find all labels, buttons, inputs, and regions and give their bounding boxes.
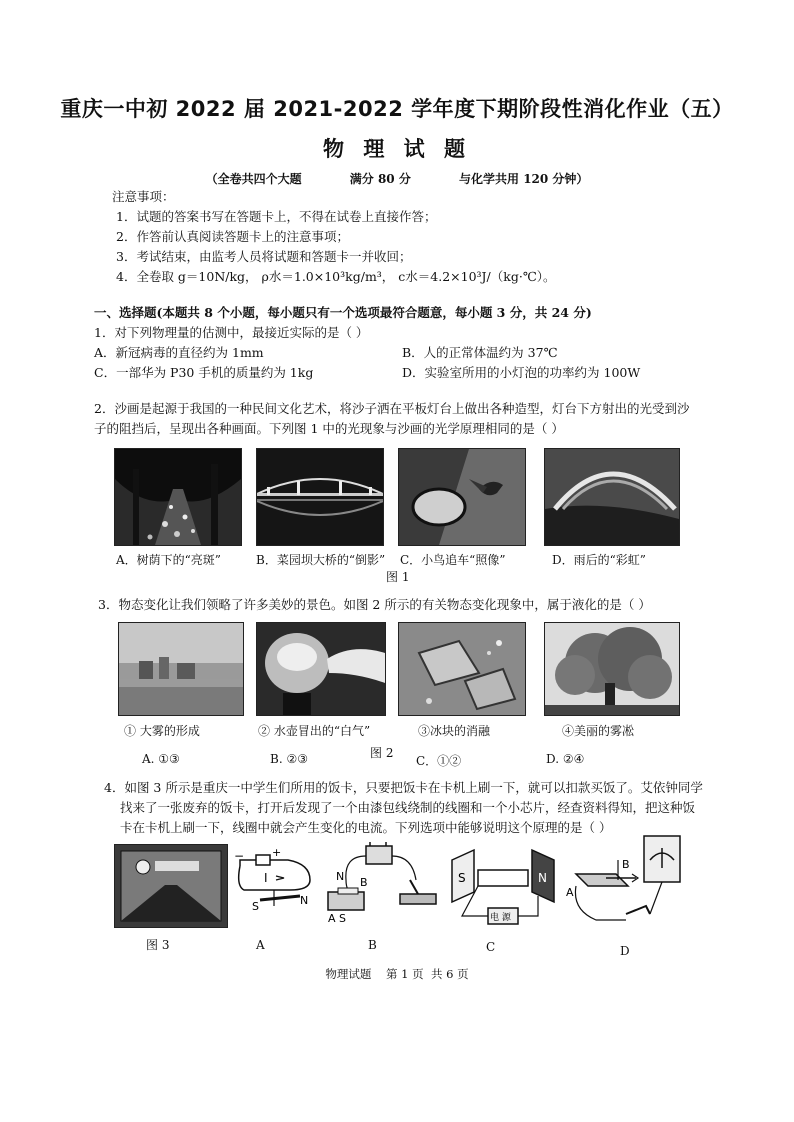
q2-caption-b: B．菜园坝大桥的“倒影” (256, 553, 386, 567)
q2-caption-a: A．树荫下的“亮斑” (116, 553, 221, 567)
q1-option-d: D．实验室所用的小灯泡的功率约为 100W (402, 365, 641, 380)
diagram-label-a: A (256, 938, 265, 952)
diagram-a-minus: − (234, 849, 245, 863)
photo-kettle-steam (256, 622, 386, 716)
diagram-c-s: S (458, 871, 466, 885)
meta-sections: （全卷共四个大题 (205, 172, 302, 186)
q2-stem-line1: 2．沙画是起源于我国的一种民间文化艺术，将沙子洒在平板灯台上做出各种造型，灯台下方射出的光受到沙 (94, 401, 690, 416)
q1-stem: 1．对下列物理量的估测中，最接近实际的是（ ） (94, 325, 369, 340)
q3-option-d: D. ②④ (546, 752, 585, 766)
note-item-3: 3．考试结束，由监考人员将试题和答题卡一并收回； (116, 249, 412, 264)
diagram-label-d: D (620, 944, 630, 958)
diagram-c-magnet (448, 846, 558, 932)
q1-option-a: A．新冠病毒的直径约为 1mm (94, 345, 264, 360)
photo-bridge-reflection (256, 448, 384, 546)
diagram-b-as: A S (328, 912, 347, 925)
q3-caption-1: ① 大雾的形成 (124, 724, 200, 738)
diagram-d-b: B (622, 858, 630, 871)
figure-1-label: 图 1 (386, 570, 410, 584)
diagram-b-b: B (360, 876, 368, 889)
note-item-1: 1．试题的答案书写在答题卡上，不得在试卷上直接作答； (116, 209, 437, 224)
diagram-c-n: N (538, 871, 547, 885)
diagram-d-induction (566, 830, 684, 942)
q4-stem-line1: 4．如图 3 所示是重庆一中学生们所用的饭卡，只要把饭卡在卡机上刷一下，就可以扣款买饭了。艾依钟同学 (104, 780, 703, 795)
diagram-label-b: B (368, 938, 377, 952)
figure-2-label: 图 2 (370, 746, 394, 760)
note-item-2: 2．作答前认真阅读答题卡上的注意事项； (116, 229, 349, 244)
note-item-4: 4．全卷取 g＝10N/kg， ρ水＝1.0×10³kg/m³， c水＝4.2×10³J/（kg·℃）。 (116, 269, 556, 284)
diagram-a-s: S (252, 900, 259, 913)
diagram-c-power: 电 源 (490, 913, 511, 923)
meta-score: 满分 80 分 (349, 172, 411, 186)
diagram-a-n: N (300, 894, 309, 907)
section-heading: 一、选择题(本题共 8 个小题，每小题只有一个选项最符合题意，每小题 3 分，共 24 分) (94, 305, 592, 320)
diagram-a-plus: + (272, 846, 282, 859)
diagram-a-current: I (264, 871, 268, 885)
photo-fog (118, 622, 244, 716)
q3-option-c: C．①② (416, 754, 462, 768)
q4-stem-line2: 找来了一张废弃的饭卡，打开后发现了一个由漆包线绕制的线圈和一个小芯片，经查资料得知，把这种饭 (120, 800, 696, 815)
meta-time: 与化学共用 120 分钟） (459, 172, 589, 186)
diagram-a-oersted (230, 846, 322, 926)
diagram-b-n: N (336, 870, 345, 883)
photo-rime (544, 622, 680, 716)
photo-tree-shade (114, 448, 242, 546)
q1-option-c: C．一部华为 P30 手机的质量约为 1kg (94, 365, 314, 380)
photo-bird-mirror (398, 448, 526, 546)
photo-rainbow (544, 448, 680, 546)
diagram-label-c: C (486, 940, 496, 954)
q4-stem-line3: 卡在卡机上刷一下，线圈中就会产生变化的电流。下列选项中能够说明这个原理的是（ ） (120, 820, 612, 835)
page-footer: 物理试题 第 1 页 共 6 页 (325, 967, 469, 981)
diagram-b-motor (324, 840, 444, 930)
q1-option-b: B．人的正常体温约为 37℃ (402, 345, 558, 360)
q2-caption-d: D．雨后的“彩虹” (552, 553, 646, 567)
q3-option-b: B. ②③ (270, 752, 308, 766)
q3-caption-2: ② 水壶冒出的“白气” (258, 724, 371, 738)
notes-heading: 注意事项： (112, 189, 175, 204)
q3-stem: 3．物态变化让我们领略了许多美妙的景色。如图 2 所示的有关物态变化现象中，属于液化的是（ ） (98, 597, 651, 612)
paper-meta (0, 170, 794, 187)
figure-3-label: 图 3 (146, 938, 170, 952)
q2-caption-c: C．小鸟追车“照像” (400, 553, 506, 567)
paper-subtitle: 物 理 试 题 (323, 137, 471, 161)
q3-option-a: A. ①③ (142, 752, 180, 766)
q2-stem-line2: 子的阻挡后，呈现出各种画面。下列图 1 中的光现象与沙画的光学原理相同的是（ ） (94, 421, 564, 436)
page-title: 重庆一中初 2022 届 2021-2022 学年度下期阶段性消化作业（五） (60, 97, 734, 121)
diagram-d-a: A (566, 886, 574, 899)
q3-caption-4: ④美丽的雾凇 (562, 724, 635, 738)
q3-caption-3: ③冰块的消融 (418, 724, 491, 738)
photo-meal-card (114, 844, 228, 928)
photo-ice-melting (398, 622, 526, 716)
